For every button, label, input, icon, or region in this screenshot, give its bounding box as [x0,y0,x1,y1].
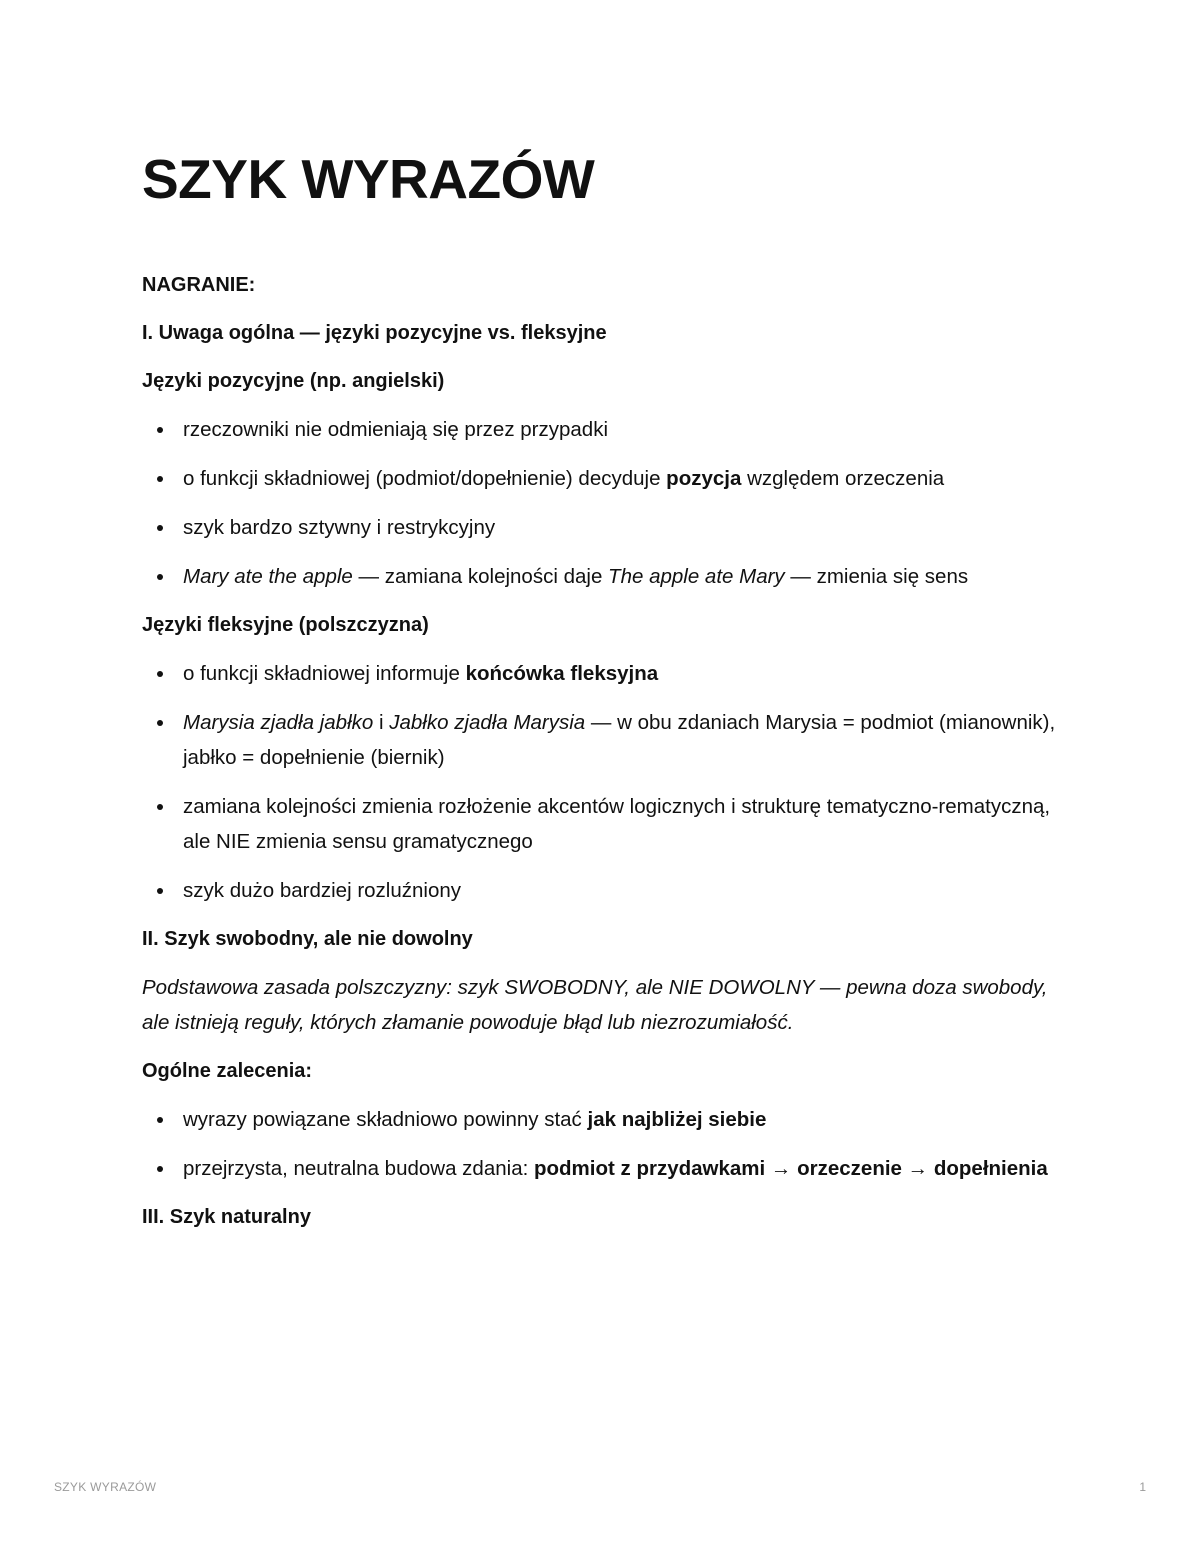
list-item-text: — w obu zdaniach Marysia = podmiot (mianownik), jabłko = dopełnienie (biernik) [183,711,1056,769]
list-item-bold-text: dopełnienia [933,1157,1048,1180]
footer-page-number: 1 [1139,1480,1146,1494]
list-item [142,559,1062,594]
bullet-icon [157,476,163,482]
bullet-icon [157,888,163,894]
bullet-icon [157,1117,163,1123]
example-sentence: Marysia zjadła jabłko [183,711,374,734]
list-item-text: szyk bardzo sztywny i restrykcyjny [183,516,496,539]
list-item [142,1151,1062,1186]
arrow-icon: → [901,1157,934,1180]
list-item-text: przejrzysta, neutralna budowa zdania: [183,1157,534,1180]
list-item [142,656,1062,691]
list-item-text: wyrazy powiązane składniowo powinny stać [183,1108,588,1131]
recommendations-heading: Ogólne zalecenia: [142,1060,313,1082]
example-sentence: The apple ate Mary [608,565,785,588]
list-item-text: — zmienia się sens [784,565,969,588]
list-item-bold-text: końcówka fleksyjna [465,662,659,685]
list-item-text: względem orzeczenia [741,467,945,490]
recording-label: NAGRANIE: [142,274,256,296]
example-sentence: Jabłko zjadła Marysia [389,711,586,734]
list-item-text: o funkcji składniowej (podmiot/dopełnienie) decyduje [183,467,667,490]
bullet-icon [157,574,163,580]
list-item [142,461,1062,496]
list-item [142,705,1062,775]
bullet-icon [157,671,163,677]
positional-languages-list [142,412,1062,594]
bullet-icon [157,1166,163,1172]
list-item-text: o funkcji składniowej informuje [183,662,466,685]
principle-paragraph: Podstawowa zasada polszczyzny: szyk SWOBODNY, ale NIE DOWOLNY — pewna doza swobody, ale istnieją reguły, których złamanie powoduje błąd lub niezrozumiałość. [142,976,1048,1034]
section-2-heading: II. Szyk swobodny, ale nie dowolny [142,928,473,950]
page-title: SZYK WYRAZÓW [142,148,595,210]
list-item-text: — zamiana kolejności daje [352,565,609,588]
list-item-bold-text: podmiot z przydawkami [533,1157,766,1180]
list-item [142,412,1062,447]
arrow-icon: → [765,1157,798,1180]
example-sentence: Mary ate the apple [183,565,353,588]
list-item-text: i [373,711,390,734]
section-3-heading: III. Szyk naturalny [142,1206,311,1228]
list-item [142,510,1062,545]
footer-document-title: SZYK WYRAZÓW [54,1480,157,1494]
bullet-icon [157,720,163,726]
list-item-text: rzeczowniki nie odmieniają się przez przypadki [183,418,608,441]
list-item-bold-text: orzeczenie [797,1157,902,1180]
list-item [142,1102,1062,1137]
list-item-text: zamiana kolejności zmienia rozłożenie akcentów logicznych i strukturę tematyczno-rematyczną, ale NIE zmienia sensu gramatycznego [183,795,1051,853]
list-item-text: szyk dużo bardziej rozluźniony [183,879,462,902]
list-item [142,873,1062,908]
inflectional-languages-list [142,656,1062,908]
list-item [142,789,1062,859]
inflectional-languages-heading: Języki fleksyjne (polszczyzna) [142,614,429,636]
section-1-heading: I. Uwaga ogólna — języki pozycyjne vs. fleksyjne [142,322,607,344]
bullet-icon [157,525,163,531]
bullet-icon [157,804,163,810]
positional-languages-heading: Języki pozycyjne (np. angielski) [142,370,445,392]
bullet-icon [157,427,163,433]
recommendations-list [142,1102,1062,1186]
document-body [142,140,1062,1234]
list-item-bold-text: pozycja [666,467,742,490]
list-item-bold-text: jak najbliżej siebie [587,1108,767,1131]
